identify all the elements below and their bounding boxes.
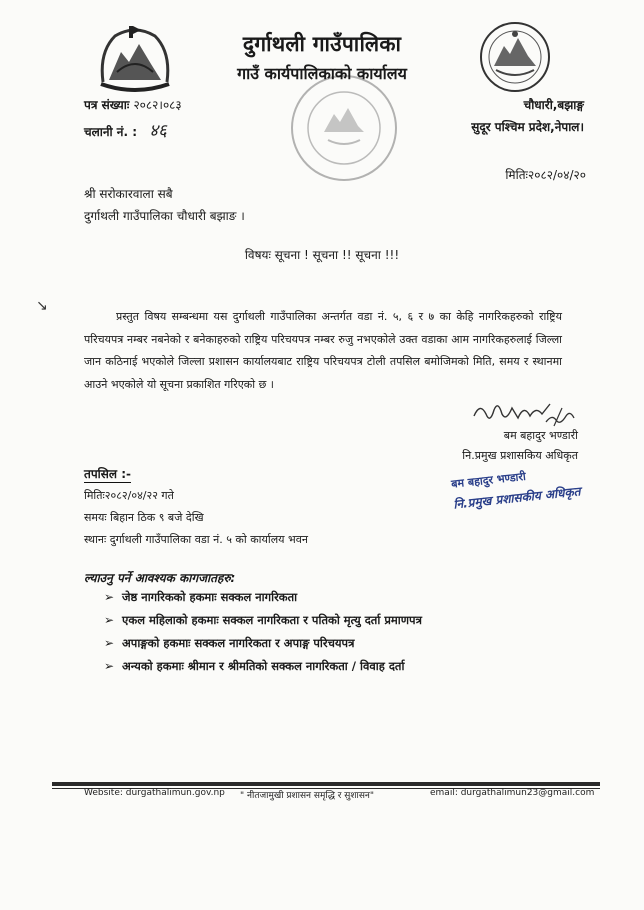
arrow-bullet-icon: ➢ [104,636,115,650]
list-item: ➢ अन्यको हकमाः श्रीमान र श्रीमतिको सक्कल नागरिकता / विवाह दर्ता [104,659,405,673]
handwritten-signature-icon [470,396,580,430]
letter-date: मितिः२०८२/०४/२० [505,168,586,182]
tapasil-time: समयः बिहान ठिक ९ बजे देखि [84,511,204,524]
address-line-1: चौधारी,बझाङ्ग [523,98,584,112]
recipient-line-1: श्री सरोकारवाला सबै [84,187,173,201]
signatory-stamp [450,461,581,514]
body-paragraph: प्रस्तुत विषय सम्बन्धमा यस दुर्गाथली गाउँपालिका अन्तर्गत वडा नं. ५, ६ र ७ का केहि नागरिकहरुको राष्ट्रिय परिचयपत्र नम्बर नबनेको र बनेकाहरुको राष्ट्रिय परिचयपत्र नम्बर रुजु नभएकोले उक्त वडाका आम नागरिकहरुलाई जिल्ला जान कठिनाई भएकोले जिल्ला प्रशासन कार्यालयबाट राष्ट्रिय परिचयपत्र टोली तपसिल बमोजिमको मिति, समय र स्थानमा आउने भएकोले यो सूचना प्रकाशित गरिएको छ । [84,310,562,391]
stamp-line-1: बम बहादुर भण्डारी [450,469,527,491]
chalani-label: चलानी नं. : [84,125,138,139]
patra-value: २०८२।०८३ [133,98,182,112]
subject-line: विषयः सूचना ! सूचना !! सूचना !!! [244,248,400,262]
stamp-line-2: नि.प्रमुख प्रशासकीय अधिकृत [452,484,582,512]
list-item: ➢ जेष्ठ नागरिकको हकमाः सक्कल नागरिकता [104,590,298,604]
office-title: दुर्गाथली गाउँपालिका [242,32,402,56]
arrow-bullet-icon: ➢ [104,590,115,604]
margin-mark-icon: ↘ [36,298,48,314]
arrow-bullet-icon: ➢ [104,659,115,673]
patra-sankhya [84,96,182,113]
arrow-bullet-icon: ➢ [104,613,115,627]
recipient-line-2: दुर्गाथली गाउँपालिका चौधारी बझाङ । [84,209,245,223]
tapasil-date: मितिः२०८२/०४/२२ गते [84,489,174,502]
tapasil-heading: तपसिल :- [84,467,131,481]
signatory-title: नि.प्रमुख प्रशासकिय अधिकृत [462,449,578,462]
signatory-name: बम बहादुर भण्डारी [503,429,578,442]
office-subtitle: गाउँ कार्यपालिकाको कार्यालय [237,64,407,83]
footer-website: Website: durgathalimun.gov.np [84,788,225,798]
patra-label: पत्र संख्याः [84,98,130,112]
list-item: ➢ अपाङ्गको हकमाः सक्कल नागरिकता र अपाङ्ग परिचयपत्र [104,636,355,650]
documents-heading: ल्याउनु पर्ने आवश्यक कागजातहरु: [84,571,236,585]
footer-divider [52,782,600,786]
address-line-2: सुदूर पश्चिम प्रदेश,नेपाल। [471,120,584,134]
footer-email: email: durgathalimun23@gmail.com [430,788,595,798]
tapasil-place: स्थानः दुर्गाथली गाउँपालिका वडा नं. ५ को कार्यालय भवन [84,533,309,546]
official-seal-icon [288,72,400,184]
list-item: ➢ एकल महिलाको हकमाः सक्कल नागरिकता र पतिको मृत्यु दर्ता प्रमाणपत्र [104,613,422,627]
chalani-number [84,118,167,141]
footer-slogan: " नीतजामुखी प्रशासन समृद्धि र सुशासन" [240,791,375,801]
chalani-value: ४६ [149,121,167,141]
